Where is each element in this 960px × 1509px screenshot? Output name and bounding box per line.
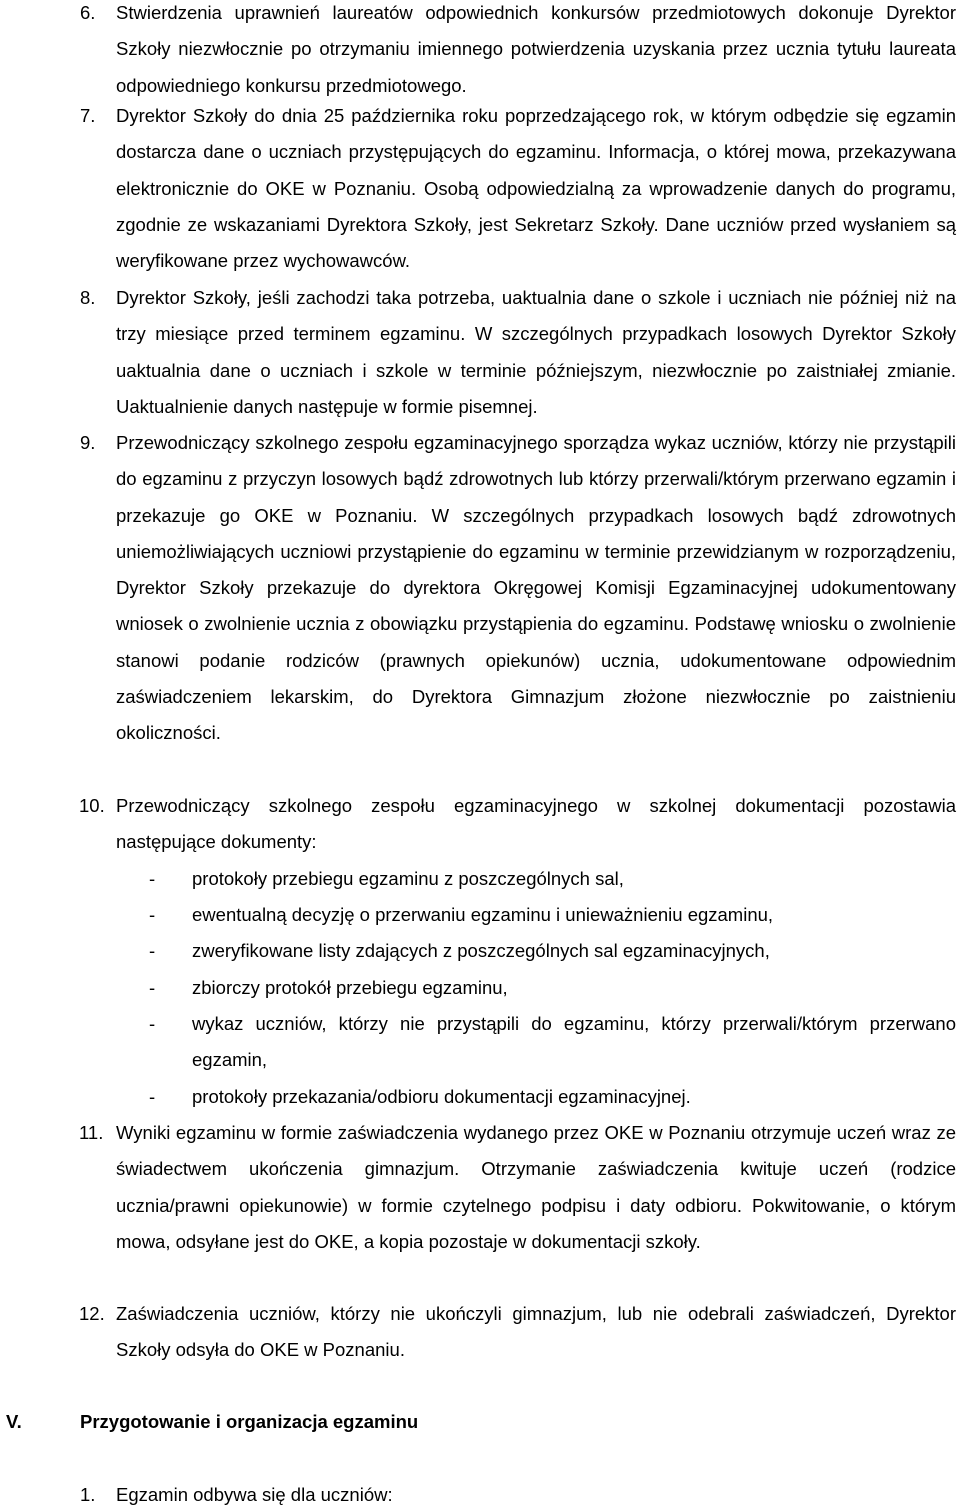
item-number: 10. — [79, 795, 105, 816]
bullet-dash: - — [149, 868, 156, 889]
list-item-text: zbiorczy protokół przebiegu egzaminu, — [192, 977, 508, 998]
item-text: Przewodniczący szkolnego zespołu egzaminacyjnego w szkolnej dokumentacji pozostawia następujące dokumenty: — [116, 795, 956, 853]
bullet-dash: - — [149, 904, 156, 925]
item-text: Zaświadczenia uczniów, którzy nie ukończyli gimnazjum, lub nie odebrali zaświadczeń, Dyrektor Szkoły odsyła do OKE w Poznaniu. — [116, 1303, 956, 1361]
list-item-text: protokoły przekazania/odbioru dokumentacji egzaminacyjnej. — [192, 1086, 691, 1107]
item-number: 6. — [80, 2, 96, 23]
item-number: 7. — [80, 105, 96, 126]
list-item-text: ewentualną decyzję o przerwaniu egzaminu i unieważnieniu egzaminu, — [192, 904, 774, 925]
item-text: Dyrektor Szkoły, jeśli zachodzi taka potrzeba, uaktualnia dane o szkole i uczniach nie później niż na trzy miesiące przed terminem egzaminu. W szczególnych przypadkach losowych Dyrektor Szkoły uaktualnia dane o uczniach i szkole w terminie późniejszym, niezwłocznie po zaistniałej zmianie. Uaktualnienie danych następuje w formie pisemnej. — [116, 287, 956, 417]
bullet-dash: - — [149, 940, 156, 961]
item-number: 11. — [79, 1122, 104, 1143]
item-text: Przewodniczący szkolnego zespołu egzaminacyjnego sporządza wykaz uczniów, którzy nie przystąpili do egzaminu z przyczyn losowych bądź zdrowotnych lub którzy przerwali/którym przerwano egzamin i przekazuje go OKE w Poznaniu. W szczególnych przypadkach losowych bądź zdrowotnych uniemożliwiających uczniowi przystąpienie do egzaminu w terminie przewidzianym w rozporządzeniu, Dyrektor Szkoły przekazuje do dyrektora Okręgowej Komisji Egzaminacyjnej udokumentowany wniosek o zwolnienie ucznia z obowiązku przystąpienia do egzaminu. Podstawę wniosku o zwolnienie stanowi podanie rodziców (prawnych opiekunów) ucznia, udokumentowane odpowiednim zaświadczeniem lekarskim, do Dyrektora Gimnazjum złożone niezwłocznie po zaistnieniu okoliczności. — [116, 432, 956, 744]
item-number: 12. — [79, 1303, 105, 1324]
item-number: 1. — [80, 1484, 96, 1505]
list-item-text: protokoły przebiegu egzaminu z poszczególnych sal, — [192, 868, 624, 889]
item-number: 8. — [80, 287, 96, 308]
bullet-dash: - — [149, 1013, 156, 1034]
item-number: 9. — [80, 432, 96, 453]
list-item-text: wykaz uczniów, którzy nie przystąpili do egzaminu, którzy przerwali/którym przerwano egzamin, — [192, 1013, 956, 1071]
bullet-dash: - — [149, 1086, 156, 1107]
list-item-text: zweryfikowane listy zdających z poszczególnych sal egzaminacyjnych, — [192, 940, 770, 961]
bullet-dash: - — [149, 977, 156, 998]
section-number: V. — [6, 1411, 22, 1432]
item-text: Dyrektor Szkoły do dnia 25 października roku poprzedzającego rok, w którym odbędzie się egzamin dostarcza dane o uczniach przystępujących do egzaminu. Informacja, o której mowa, przekazywana elektronicznie do OKE w Poznaniu. Osobą odpowiedzialną za wprowadzenie danych do programu, zgodnie ze wskazaniami Dyrektora Szkoły, jest Sekretarz Szkoły. Dane uczniów przed wysłaniem są weryfikowane przez wychowawców. — [116, 105, 956, 272]
item-text: Stwierdzenia uprawnień laureatów odpowiednich konkursów przedmiotowych dokonuje Dyrektor Szkoły niezwłocznie po otrzymaniu imiennego potwierdzenia uzyskania przez ucznia tytułu laureata odpowiedniego konkursu przedmiotowego. — [116, 2, 956, 96]
section-title: Przygotowanie i organizacja egzaminu — [80, 1411, 419, 1432]
item-text: Wyniki egzaminu w formie zaświadczenia wydanego przez OKE w Poznaniu otrzymuje uczeń wraz ze świadectwem ukończenia gimnazjum. Otrzymanie zaświadczenia kwituje uczeń (rodzice ucznia/prawni opiekunowie) w formie czytelnego podpisu i daty odbioru. Pokwitowanie, o którym mowa, odsyłane jest do OKE, a kopia pozostaje w dokumentacji szkoły. — [116, 1122, 956, 1252]
item-text: Egzamin odbywa się dla uczniów: — [116, 1484, 393, 1505]
